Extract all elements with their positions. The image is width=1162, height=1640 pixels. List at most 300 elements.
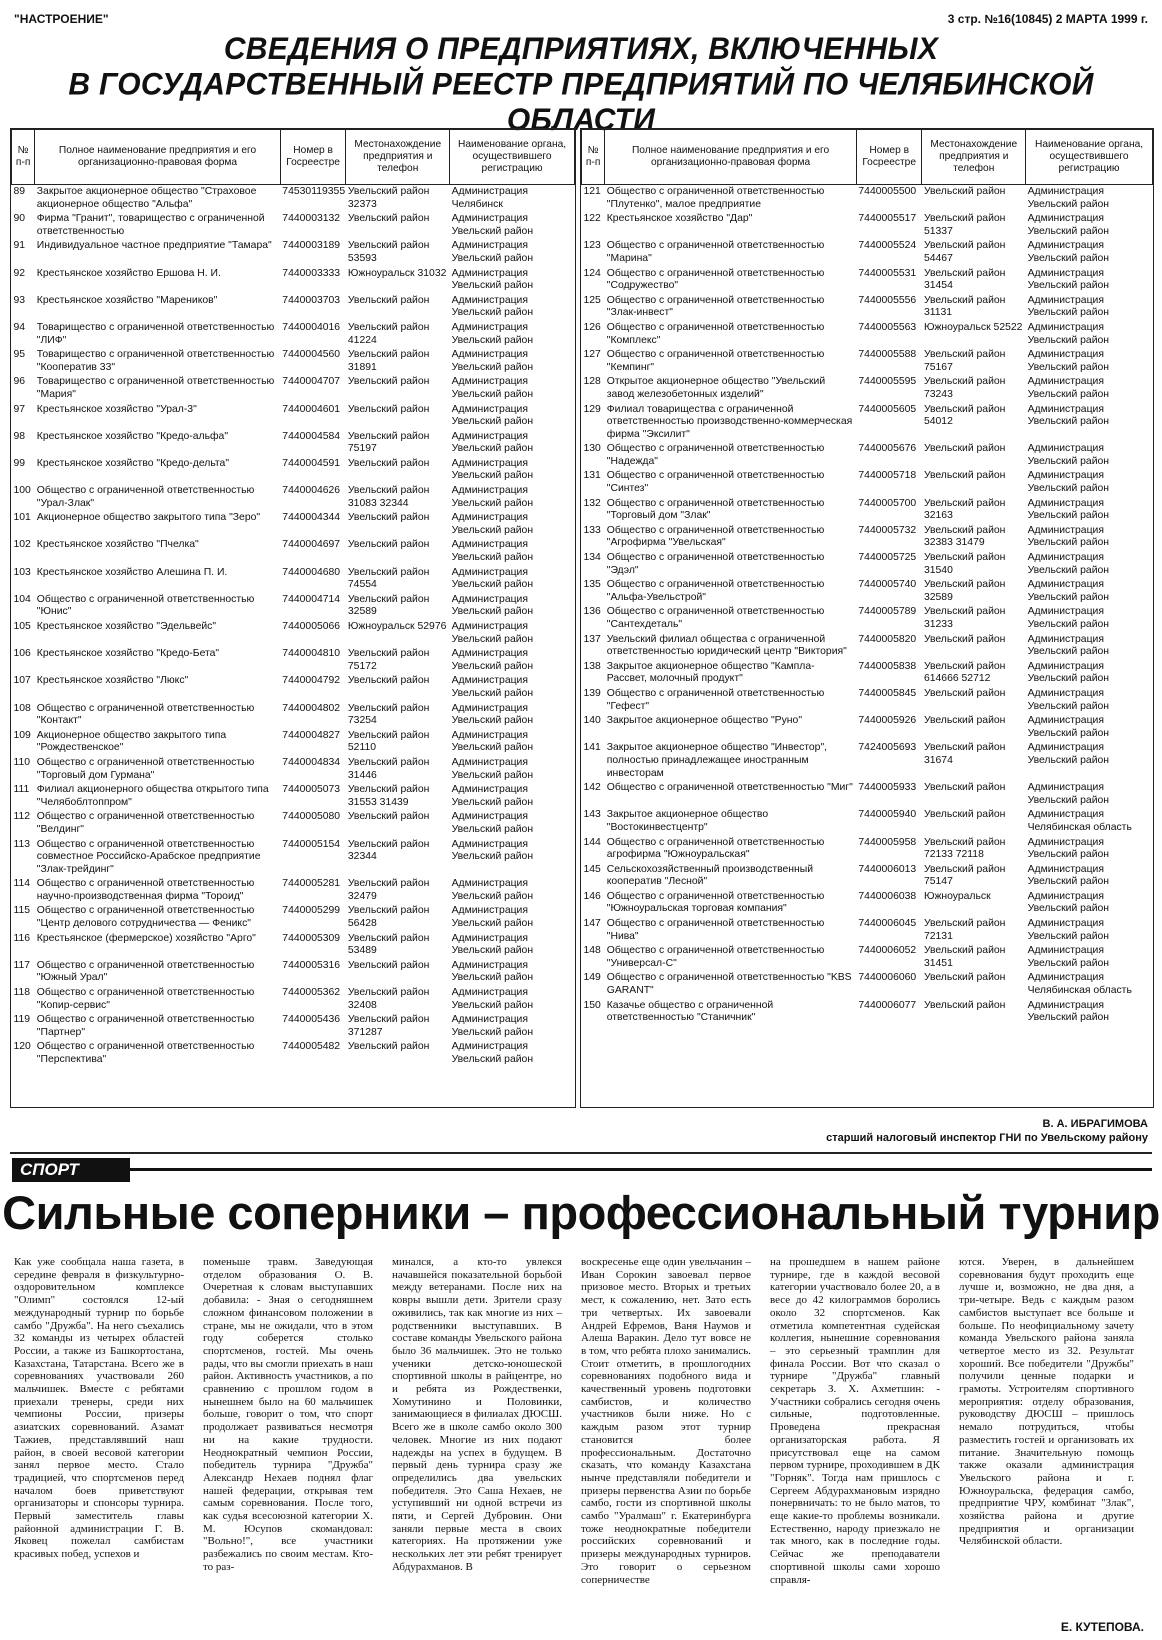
table-row — [582, 687, 1153, 714]
table-row — [582, 836, 1153, 863]
registering-authority: Администрация Увельский район — [451, 240, 534, 264]
company-location: Увельский район 32589 — [923, 579, 1006, 603]
company-name: Общество с ограниченной ответственностью "Агрофирма "Увельская" — [606, 524, 825, 549]
registry-number: 7440005958 — [858, 836, 917, 848]
registry-number: 7440005299 — [282, 905, 341, 917]
article-headline: Сильные соперники – профессиональный турнир — [2, 1186, 1160, 1239]
article-column: ются. Уверен, в дальнейшем соревнования будут проходить еще лучше и, возможно, не два дня, а три-четыре. Ведь с каждым разом самбистов выступает все больше и больше. По неофициальному зачету команда Увельского района заняла четвертое место из 32. Результат хороший. Все победители "Дружбы" получили ценные подарки и грамоты. Устроителям спортивного мероприятия: отделу образования, руководству ДЮСШ – пришлось немало потрудиться, чтобы разместить гостей и организовать их питание. Значительную помощь также оказали администрация Увельского района и г. Южноуральска, федерация самбо, предприятие ЧРУ, комбинат "Злак", хозяйства района и другие предприятия и организации Челябинской области. — [959, 1256, 1134, 1548]
registering-authority: Администрация Увельский район — [1027, 715, 1110, 739]
col-header-num: № п-п — [12, 130, 35, 185]
registering-authority: Администрация Увельский район — [1027, 213, 1110, 237]
row-num: 118 — [13, 987, 31, 999]
registry-number: 74530119355 — [282, 186, 346, 197]
company-name: Крестьянское хозяйство "Кредо-дельта" — [36, 457, 230, 469]
company-name: Общество с ограниченной ответственностью "Синтез" — [606, 470, 825, 495]
row-num: 105 — [13, 621, 31, 632]
company-location: Увельский район — [923, 715, 1006, 727]
registry-table-right — [581, 129, 1153, 1026]
registry-number: 7440005933 — [858, 782, 917, 794]
registry-number: 7440005154 — [282, 838, 341, 850]
registry-number: 7440005820 — [858, 633, 917, 645]
registering-authority: Администрация Увельский район — [1027, 890, 1110, 915]
company-location: Увельский район — [923, 633, 1006, 645]
registering-authority: Администрация Увельский район — [1027, 918, 1110, 942]
newspaper-name: "НАСТРОЕНИЕ" — [14, 12, 109, 26]
registering-authority: Администрация Увельский район — [1027, 945, 1110, 969]
company-name: Общество с ограниченной ответственностью "Универсал-С" — [606, 945, 825, 969]
registering-authority: Администрация Увельский район — [1027, 687, 1110, 712]
registering-authority: Администрация Увельский район — [451, 621, 534, 645]
registering-authority: Администрация Увельский район — [451, 485, 534, 509]
company-location: Увельский район 31446 — [347, 756, 430, 781]
row-num: 150 — [583, 999, 601, 1011]
company-name: Общество с ограниченной ответственностью "Центр делового сотрудничества — Феникс" — [36, 905, 255, 930]
table-row — [12, 511, 575, 538]
registry-number: 7440005436 — [282, 1014, 341, 1026]
row-num: 145 — [583, 863, 601, 875]
company-location: Увельский район 53593 — [347, 240, 430, 264]
row-num: 93 — [13, 294, 26, 306]
row-num: 111 — [13, 784, 30, 796]
company-name: Общество с ограниченной ответственностью "Юнис" — [36, 593, 255, 618]
company-name: Общество с ограниченной ответственностью "Партнер" — [36, 1014, 255, 1038]
company-name: Общество с ограниченной ответственностью "Торговый дом Гурмана" — [36, 756, 255, 781]
row-num: 132 — [583, 497, 601, 509]
company-name: Индивидуальное частное предприятие "Тамара" — [36, 240, 272, 252]
row-num: 113 — [13, 838, 31, 850]
registry-number: 7440004601 — [282, 403, 341, 415]
table-row — [12, 267, 575, 294]
company-location: Южноуральск 52976 — [347, 621, 447, 632]
company-location: Увельский район 75172 — [347, 648, 430, 672]
registry-number: 7440003189 — [282, 240, 341, 252]
registry-table-left-frame — [10, 128, 576, 1108]
registering-authority: Администрация Увельский район — [451, 648, 534, 672]
company-name: Крестьянское хозяйство "Кредо-Бета" — [36, 648, 220, 660]
registering-authority: Администрация Увельский район — [451, 403, 534, 428]
issue-info: 3 стр. №16(10845) 2 МАРТА 1999 г. — [947, 12, 1148, 26]
registry-number: 7440005316 — [282, 959, 341, 971]
registry-number: 7440004591 — [282, 457, 341, 469]
table-body-left — [12, 185, 575, 1068]
table-row — [12, 457, 575, 484]
registering-authority: Администрация Увельский район — [1027, 742, 1110, 766]
registering-authority: Администрация Челябинская область — [1027, 809, 1132, 833]
company-name: Общество с ограниченной ответственностью "Сантехдеталь" — [606, 606, 825, 630]
company-location: Увельский район — [347, 403, 430, 415]
table-row — [12, 620, 575, 647]
registry-number: 7440005281 — [282, 878, 341, 890]
company-name: Фирма "Гранит", товарищество с ограниченной ответственностью — [36, 213, 265, 237]
registry-number: 7440006060 — [858, 972, 917, 984]
registry-number: 7440004834 — [282, 756, 341, 768]
company-location: Увельский район — [923, 443, 1006, 455]
registry-number: 7440006038 — [858, 890, 917, 902]
company-name: Общество с ограниченной ответственностью "Южноуральская торговая компания" — [606, 890, 825, 915]
registry-number: 7440005605 — [858, 403, 917, 415]
registry-number: 7440004827 — [282, 729, 341, 741]
registering-authority: Администрация Увельский район — [1027, 552, 1110, 576]
company-location: Увельский район — [347, 376, 430, 388]
table-row — [582, 808, 1153, 835]
company-location: Увельский район — [923, 470, 1006, 482]
row-num: 143 — [583, 809, 601, 821]
table-row — [12, 348, 575, 375]
company-name: Общество с ограниченной ответственностью "Альфа-Увельстрой" — [606, 579, 825, 603]
registry-number: 7440006045 — [858, 918, 917, 930]
row-num: 100 — [13, 485, 31, 497]
company-name: Открытое акционерное общество "Увельский завод железобетонных изделий" — [606, 376, 826, 400]
company-name: Филиал акционерного общества открытого типа "Челябоблтоппром" — [36, 784, 269, 808]
company-name: Общество с ограниченной ответственностью "Кемпинг" — [606, 349, 825, 373]
table-row — [582, 999, 1153, 1026]
registering-authority: Администрация Увельский район — [1027, 349, 1110, 373]
registering-authority: Администрация Увельский район — [1027, 443, 1110, 467]
company-name: Общество с ограниченной ответственностью "Плутенко", малое предприятие — [606, 186, 825, 210]
table-row — [582, 348, 1153, 375]
table-row — [12, 321, 575, 348]
registering-authority: Администрация Челябинская область — [1027, 972, 1132, 997]
company-name: Общество с ограниченной ответственностью "Комплекс" — [606, 321, 825, 346]
company-name: Общество с ограниченной ответственностью "Надежда" — [606, 443, 825, 467]
company-name: Общество с ограниченной ответственностью "Марина" — [606, 240, 825, 264]
registry-number: 7440005556 — [858, 294, 917, 306]
col-header-location: Местонахождение предприятия и телефон — [346, 130, 450, 185]
row-num: 116 — [13, 932, 31, 944]
company-name: Крестьянское хозяйство "Урал-3" — [36, 403, 197, 415]
table-row — [582, 660, 1153, 687]
row-num: 110 — [13, 756, 31, 768]
registry-number: 7440005718 — [858, 470, 917, 482]
table-row — [582, 185, 1153, 213]
signature-block — [826, 1117, 1148, 1145]
col-header-name: Полное наименование предприятия и его организационно-правовая форма — [605, 130, 857, 185]
registry-number: 7440005845 — [858, 687, 917, 699]
table-row — [12, 566, 575, 593]
registry-number: 7440006077 — [858, 999, 917, 1011]
registry-number: 7440004810 — [282, 648, 341, 660]
registering-authority: Администрация Увельский район — [1027, 579, 1110, 603]
company-name: Товарищество с ограниченной ответственностью "ЛИФ" — [36, 321, 275, 346]
registering-authority: Администрация Увельский район — [1027, 782, 1110, 806]
company-name: Крестьянское (фермерское) хозяйство "Арго" — [36, 932, 256, 944]
table-header-row — [582, 130, 1153, 185]
company-location: Увельский район 72133 72118 — [923, 836, 1006, 861]
row-num: 120 — [13, 1041, 31, 1053]
company-location: Увельский район 72131 — [923, 918, 1006, 942]
registering-authority: Администрация Увельский район — [451, 756, 534, 781]
company-name: Общество с ограниченной ответственностью "Контакт" — [36, 702, 255, 727]
registry-number: 7440004584 — [282, 430, 341, 442]
company-name: Общество с ограниченной ответственностью "Урал-Злак" — [36, 485, 255, 509]
company-location: Увельский район 31233 — [923, 606, 1006, 630]
company-location: Увельский район 74554 — [347, 566, 430, 591]
table-row — [582, 239, 1153, 266]
registry-number: 7440004344 — [282, 512, 341, 524]
company-location: Увельский район 73243 — [923, 376, 1006, 400]
article-column: на прошедшем в нашем районе турнире, где в каждой весовой категории участвовало более 20, а в весе до 42 килограммов боролись около 32 спортсменов. Как отметила компетентная судейская коллегия, нынешние соревнования – это серьезный трамплин для финала России. Вот что сказал о турнире "Дружба" главный секретарь З. Х. Ахметшин: - Участники собрались сегодня очень сильные, подготовленные. Проведена прекрасная организаторская работа. Я присутствовал еще на самом первом турнире, проходившем в ДК "Горняк". Тогда нам пришлось с Сергеем Абдурахмановым изрядно понервничать: то не было матов, то еще какие-то проблемы возникали. Естественно, народу приезжало не так много, как в последние годы. Сейчас же преподаватели спортивной школы сами хорошо справля- — [770, 1256, 940, 1586]
registry-number: 7440003333 — [282, 267, 341, 279]
registry-number: 7440005595 — [858, 376, 917, 388]
registry-number: 7440004707 — [282, 376, 341, 388]
registry-number: 7440005524 — [858, 240, 917, 252]
company-name: Общество с ограниченной ответственностью "Перспектива" — [36, 1041, 255, 1065]
registry-table-left — [11, 129, 575, 1068]
table-row — [12, 185, 575, 213]
row-num: 97 — [13, 403, 26, 415]
registering-authority: Администрация Увельский район — [1027, 524, 1110, 549]
company-name: Общество с ограниченной ответственностью "Копир-сервис" — [36, 987, 255, 1011]
registering-authority: Администрация Увельский район — [451, 702, 534, 727]
registry-number: 7440005676 — [858, 443, 917, 455]
company-name: Крестьянское хозяйство "Мареников" — [36, 294, 218, 306]
registering-authority: Администрация Челябинск — [451, 186, 528, 210]
registry-number: 7440005725 — [858, 552, 917, 564]
table-row — [12, 538, 575, 565]
company-name: Крестьянское хозяйство "Дар" — [606, 213, 753, 225]
company-name: Крестьянское хозяйство Алешина П. И. — [36, 566, 228, 578]
company-name: Крестьянское хозяйство "Кредо-альфа" — [36, 430, 229, 442]
table-row — [12, 239, 575, 266]
row-num: 104 — [13, 593, 31, 605]
row-num: 141 — [583, 742, 601, 754]
company-name: Закрытое акционерное общество "Кампла-Рассвет, молочный продукт" — [606, 660, 815, 685]
registry-number: 7440003132 — [282, 213, 341, 225]
registering-authority: Администрация Увельский район — [1027, 186, 1110, 210]
col-header-location: Местонахождение предприятия и телефон — [922, 130, 1026, 185]
table-row — [582, 605, 1153, 632]
row-num: 129 — [583, 403, 601, 415]
registry-number: 7440005517 — [858, 213, 917, 225]
row-num: 102 — [13, 539, 31, 551]
row-num: 107 — [13, 675, 31, 687]
registry-number: 7440005926 — [858, 715, 917, 727]
registering-authority: Администрация Увельский район — [1027, 294, 1110, 319]
row-num: 106 — [13, 648, 31, 660]
registry-number: 7440005838 — [858, 660, 917, 672]
row-num: 117 — [13, 959, 31, 971]
col-header-reg-no: Номер в Госреестре — [280, 130, 346, 185]
table-row — [582, 551, 1153, 578]
registry-number: 7440004680 — [282, 566, 341, 578]
article-column: воскресенье еще один увельчанин – Иван Сорокин завоевал первое призовое место. Вторых и третьих мест, к сожалению, нет. Зато есть три четвертых. Их завоевали Андрей Ефремов, Ваня Наумов и Алеша Варакин. Дело тут вовсе не в том, что ребята плохо занимались. Стоит отметить, в прошлогодних соревнованиях подобного вида и качественный уровень подготовки самбистов, и количество участников были ниже. Но с каждым разом этот турнир становится более профессиональным. Достаточно сказать, что команду Казахстана нынче представляли победители и призеры первенства Азии по борьбе самбо, гости из спортивной школы самбо "Уралмаш" г. Екатеринбурга тоже неоднократные победители российских соревнований и призеры международных турниров. Это говорит о серьезном соперничестве — [581, 1256, 751, 1586]
page-title — [0, 31, 1162, 138]
registry-number: 7440005066 — [282, 621, 341, 632]
registry-number: 7424005693 — [858, 742, 917, 754]
registering-authority: Администрация Увельский район — [1027, 403, 1110, 428]
row-num: 130 — [583, 443, 601, 455]
table-row — [582, 917, 1153, 944]
registering-authority: Администрация Увельский район — [451, 593, 534, 618]
row-num: 114 — [13, 878, 31, 890]
company-location: Увельский район 56428 — [347, 905, 430, 930]
registering-authority: Администрация Увельский район — [451, 457, 534, 482]
table-row — [12, 1013, 575, 1040]
registry-number: 7440005309 — [282, 932, 341, 944]
company-location: Увельский район — [923, 687, 1006, 699]
table-row — [12, 1040, 575, 1067]
row-num: 142 — [583, 782, 601, 794]
company-location: Увельский район — [347, 213, 430, 225]
row-num: 94 — [13, 321, 26, 333]
registering-authority: Администрация Увельский район — [451, 294, 534, 319]
registry-number: 7440005588 — [858, 349, 917, 361]
registering-authority: Администрация Увельский район — [451, 512, 534, 536]
table-row — [12, 783, 575, 810]
registry-table-right-frame — [580, 128, 1154, 1108]
row-num: 90 — [13, 213, 26, 225]
registry-number: 7440005563 — [858, 321, 917, 333]
company-location: Увельский район 52110 — [347, 729, 430, 754]
row-num: 101 — [13, 512, 31, 524]
table-row — [582, 294, 1153, 321]
registering-authority: Администрация Увельский район — [1027, 836, 1110, 861]
row-num: 138 — [583, 660, 601, 672]
company-location: Увельский район 31553 31439 — [347, 784, 430, 808]
col-header-name: Полное наименование предприятия и его организационно-правовая форма — [35, 130, 281, 185]
signature-role: старший налоговый инспектор ГНИ по Увельскому району — [826, 1132, 1148, 1144]
registry-number: 7440004626 — [282, 485, 341, 497]
row-num: 112 — [13, 811, 31, 823]
company-location: Южноуральск — [923, 890, 991, 902]
row-num: 139 — [583, 687, 601, 699]
registering-authority: Администрация Увельский район — [1027, 470, 1110, 495]
registering-authority: Администрация Увельский район — [451, 539, 534, 564]
registering-authority: Администрация Увельский район — [451, 905, 534, 930]
company-name: Закрытое акционерное общество "Руно" — [606, 715, 803, 727]
table-row — [582, 403, 1153, 443]
company-name: Общество с ограниченной ответственностью "Злак-инвест" — [606, 294, 825, 319]
row-num: 134 — [583, 552, 601, 564]
company-location: Увельский район 31083 32344 — [347, 485, 430, 509]
table-row — [582, 442, 1153, 469]
registering-authority: Администрация Увельский район — [451, 321, 534, 346]
row-num: 95 — [13, 349, 26, 361]
company-name: Крестьянское хозяйство Ершова Н. И. — [36, 267, 221, 279]
table-row — [12, 430, 575, 457]
registering-authority: Администрация Увельский район — [1027, 267, 1110, 292]
registering-authority: Администрация Увельский район — [451, 213, 534, 237]
company-location: Увельский район — [923, 809, 1006, 821]
table-row — [12, 212, 575, 239]
row-num: 121 — [583, 186, 601, 197]
article-column: минался, а кто-то увлекся начавшейся показательной борьбой между ветеранами. После них на ковры вышли дети. Зрители сразу оживились, так как многие из них – родственники выступавших. В составе команды Увельского района было 36 мальчишек. Это не только ученики детско-юношеской спортивной школы в райцентре, но и ребята из Рождественки, Хомутинино и Половинки, занимающиеся в филиалах ДЮСШ. Всего же в школе самбо около 300 человек. Многие из них подают надежды на успех в будущем. В первый день турнира сразу же определились два увельских победителя. Это Саша Нехаев, не уступивший ни одной встречи из пяти, и Сергей Дубровин. Они заняли первые места в своих категориях. На протяжении уже нескольких лет эти ребят тренирует Абдурахманов. В — [392, 1256, 562, 1573]
company-location: Увельский район 54467 — [923, 240, 1006, 264]
row-num: 103 — [13, 566, 31, 578]
row-num: 127 — [583, 349, 601, 361]
registering-authority: Администрация Увельский район — [451, 987, 534, 1011]
table-row — [12, 877, 575, 904]
company-name: Общество с ограниченной ответственностью научно-производственная фирма "Тороид" — [36, 878, 255, 902]
company-location: Увельский район 31540 — [923, 552, 1006, 576]
table-body-right — [582, 185, 1153, 1026]
row-num: 123 — [583, 240, 601, 252]
company-name: Общество с ограниченной ответственностью "Велдинг" — [36, 811, 255, 835]
table-row — [12, 593, 575, 620]
company-name: Акционерное общество закрытого типа "Рождественское" — [36, 729, 227, 754]
company-name: Увельский филиал общества с ограниченной ответственностью юридический центр "Виктория" — [606, 633, 847, 658]
registry-number: 7440003703 — [282, 294, 341, 306]
registering-authority: Администрация Увельский район — [451, 784, 534, 808]
signature-name: В. А. ИБРАГИМОВА — [1042, 1118, 1148, 1130]
row-num: 128 — [583, 376, 601, 388]
company-name: Закрытое акционерное общество "Страховое акционерное общество "Альфа" — [36, 186, 257, 210]
table-row — [12, 986, 575, 1013]
company-location: Увельский район 32408 — [347, 987, 430, 1011]
company-location: Увельский район 31451 — [923, 945, 1006, 969]
row-num: 136 — [583, 606, 601, 618]
company-location: Увельский район — [923, 782, 1006, 794]
company-location: Увельский район 32383 31479 — [923, 524, 1006, 549]
company-location: Увельский район — [347, 675, 430, 687]
registry-number: 7440006013 — [858, 863, 917, 875]
col-header-num: № п-п — [582, 130, 605, 185]
registry-number: 7440004792 — [282, 675, 341, 687]
registering-authority: Администрация Увельский район — [451, 430, 534, 455]
company-name: Товарищество с ограниченной ответственностью "Мария" — [36, 376, 275, 400]
company-location: Увельский район 31131 — [923, 294, 1006, 319]
company-name: Общество с ограниченной ответственностью "Миг" — [606, 782, 853, 794]
company-location: Увельский район 614666 52712 — [923, 660, 1006, 685]
registering-authority: Администрация Увельский район — [451, 1014, 534, 1038]
company-location: Южноуральск 31032 — [347, 267, 447, 279]
registering-authority: Администрация Увельский район — [451, 566, 534, 591]
row-num: 122 — [583, 213, 601, 225]
registering-authority: Администрация Увельский район — [1027, 606, 1110, 630]
registering-authority: Администрация Увельский район — [1027, 863, 1110, 888]
table-row — [12, 729, 575, 756]
col-header-authority: Наименование органа, осуществившего регистрацию — [1026, 130, 1153, 185]
title-line-1: СВЕДЕНИЯ О ПРЕДПРИЯТИЯХ, ВКЛЮЧЕННЫХ — [223, 31, 939, 67]
company-location: Увельский район 32589 — [347, 593, 430, 618]
row-num: 125 — [583, 294, 601, 306]
registering-authority: Администрация Увельский район — [1027, 376, 1110, 400]
company-location: Увельский район 31454 — [923, 267, 1006, 292]
page-header — [14, 12, 1148, 30]
company-location: Увельский район — [347, 512, 430, 524]
table-row — [12, 932, 575, 959]
company-name: Сельскохозяйственный производственный кооператив "Лесной" — [606, 863, 814, 888]
table-row — [12, 674, 575, 701]
table-row — [582, 863, 1153, 890]
row-num: 115 — [13, 905, 31, 917]
table-row — [12, 647, 575, 674]
registering-authority: Администрация Увельский район — [451, 838, 534, 863]
table-row — [582, 321, 1153, 348]
company-location: Увельский район 75197 — [347, 430, 430, 455]
registry-number: 7440004802 — [282, 702, 341, 714]
company-name: Общество с ограниченной ответственностью "Эдэл" — [606, 552, 825, 576]
registry-number: 7440005362 — [282, 987, 341, 999]
registering-authority: Администрация Увельский район — [451, 878, 534, 902]
registering-authority: Администрация Увельский район — [1027, 240, 1110, 264]
registering-authority: Администрация Увельский район — [451, 675, 534, 699]
registry-number: 7440005940 — [858, 809, 917, 821]
registering-authority: Администрация Увельский район — [451, 932, 534, 957]
company-location: Увельский район 53489 — [347, 932, 430, 957]
row-num: 119 — [13, 1014, 31, 1026]
table-row — [12, 904, 575, 931]
company-location: Увельский район 75147 — [923, 863, 1006, 888]
table-row — [582, 212, 1153, 239]
table-row — [12, 294, 575, 321]
company-location: Увельский район 75167 — [923, 349, 1006, 373]
title-line-2: В ГОСУДАРСТВЕННЫЙ РЕЕСТР ПРЕДПРИЯТИЙ ПО ЧЕЛЯБИНСКОЙ ОБЛАСТИ — [68, 67, 1094, 138]
registry-number: 7440005080 — [282, 811, 341, 823]
registry-number: 7440005789 — [858, 606, 917, 618]
row-num: 140 — [583, 715, 601, 727]
col-header-authority: Наименование органа, осуществившего регистрацию — [450, 130, 575, 185]
